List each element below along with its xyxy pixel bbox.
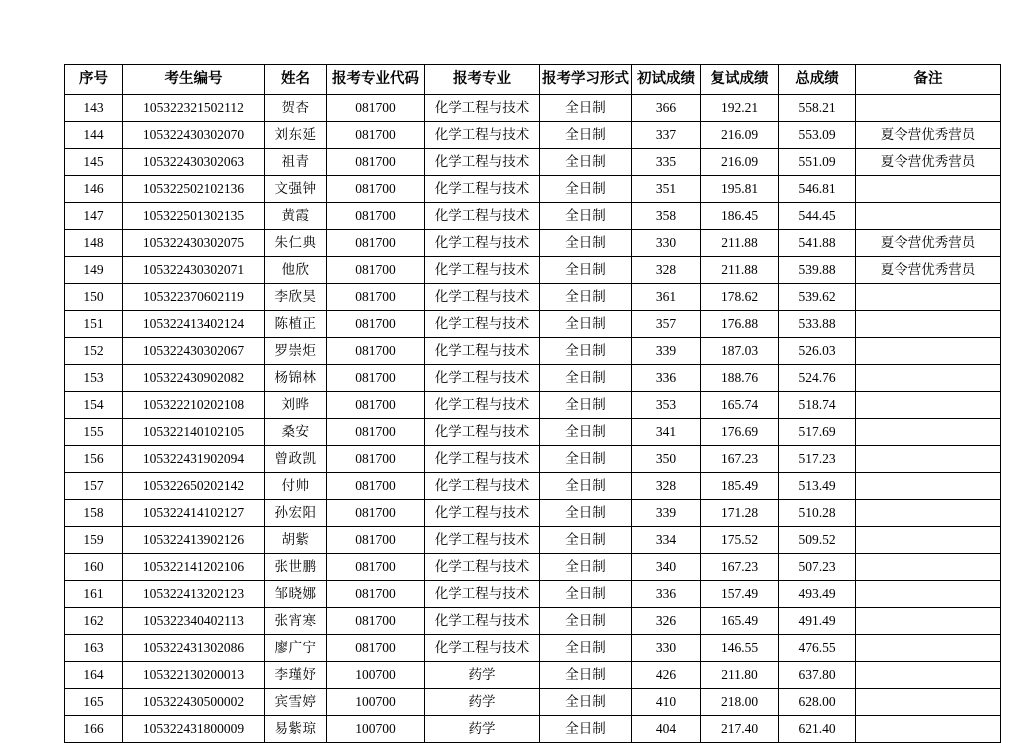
cell-index: 160	[65, 554, 123, 581]
cell-study-mode: 全日制	[540, 716, 632, 743]
cell-remark	[856, 581, 1001, 608]
cell-second-exam-score: 216.09	[701, 122, 779, 149]
column-header-major-code: 报考专业代码	[327, 65, 425, 95]
cell-first-exam-score: 326	[632, 608, 701, 635]
cell-major-code: 081700	[327, 311, 425, 338]
cell-major-code: 081700	[327, 338, 425, 365]
cell-major: 化学工程与技术	[425, 419, 540, 446]
cell-major-code: 081700	[327, 419, 425, 446]
cell-candidate-number: 105322130200013	[123, 662, 265, 689]
column-header-candidate-number: 考生编号	[123, 65, 265, 95]
cell-major: 药学	[425, 689, 540, 716]
cell-name: 罗崇炬	[265, 338, 327, 365]
cell-name: 贺杏	[265, 95, 327, 122]
cell-index: 161	[65, 581, 123, 608]
cell-index: 151	[65, 311, 123, 338]
cell-name: 邹晓娜	[265, 581, 327, 608]
table-row	[65, 446, 1001, 473]
cell-first-exam-score: 335	[632, 149, 701, 176]
cell-second-exam-score: 185.49	[701, 473, 779, 500]
table-row	[65, 122, 1001, 149]
cell-total-score: 513.49	[779, 473, 856, 500]
cell-name: 祖青	[265, 149, 327, 176]
table-header-row	[65, 65, 1001, 95]
cell-remark	[856, 608, 1001, 635]
cell-candidate-number: 105322430500002	[123, 689, 265, 716]
cell-major: 化学工程与技术	[425, 392, 540, 419]
cell-index: 154	[65, 392, 123, 419]
cell-second-exam-score: 167.23	[701, 446, 779, 473]
cell-remark	[856, 716, 1001, 743]
cell-candidate-number: 105322430302067	[123, 338, 265, 365]
cell-first-exam-score: 357	[632, 311, 701, 338]
cell-candidate-number: 105322430302063	[123, 149, 265, 176]
cell-index: 162	[65, 608, 123, 635]
cell-name: 胡紫	[265, 527, 327, 554]
cell-major: 化学工程与技术	[425, 581, 540, 608]
cell-study-mode: 全日制	[540, 419, 632, 446]
cell-major: 化学工程与技术	[425, 635, 540, 662]
cell-remark	[856, 500, 1001, 527]
cell-name: 易紫琼	[265, 716, 327, 743]
cell-remark	[856, 284, 1001, 311]
cell-major: 化学工程与技术	[425, 446, 540, 473]
cell-study-mode: 全日制	[540, 95, 632, 122]
table-row	[65, 716, 1001, 743]
table-row	[65, 365, 1001, 392]
table-row	[65, 419, 1001, 446]
cell-major: 化学工程与技术	[425, 608, 540, 635]
cell-major: 化学工程与技术	[425, 95, 540, 122]
cell-second-exam-score: 218.00	[701, 689, 779, 716]
cell-name: 曾政凯	[265, 446, 327, 473]
cell-candidate-number: 105322650202142	[123, 473, 265, 500]
cell-total-score: 558.21	[779, 95, 856, 122]
cell-candidate-number: 105322431800009	[123, 716, 265, 743]
cell-first-exam-score: 336	[632, 365, 701, 392]
cell-study-mode: 全日制	[540, 446, 632, 473]
column-header-study-mode: 报考学习形式	[540, 65, 632, 95]
cell-index: 148	[65, 230, 123, 257]
cell-index: 143	[65, 95, 123, 122]
cell-remark	[856, 419, 1001, 446]
cell-study-mode: 全日制	[540, 149, 632, 176]
cell-major: 药学	[425, 662, 540, 689]
cell-study-mode: 全日制	[540, 608, 632, 635]
cell-candidate-number: 105322413402124	[123, 311, 265, 338]
admission-score-table	[64, 64, 1001, 743]
table-row	[65, 554, 1001, 581]
cell-name: 张世鹏	[265, 554, 327, 581]
cell-second-exam-score: 175.52	[701, 527, 779, 554]
cell-index: 164	[65, 662, 123, 689]
cell-remark	[856, 176, 1001, 203]
table-row	[65, 203, 1001, 230]
cell-index: 158	[65, 500, 123, 527]
cell-study-mode: 全日制	[540, 176, 632, 203]
cell-total-score: 518.74	[779, 392, 856, 419]
cell-total-score: 526.03	[779, 338, 856, 365]
cell-major-code: 081700	[327, 203, 425, 230]
cell-study-mode: 全日制	[540, 338, 632, 365]
cell-major-code: 081700	[327, 635, 425, 662]
column-header-second-exam-score: 复试成绩	[701, 65, 779, 95]
cell-total-score: 546.81	[779, 176, 856, 203]
cell-remark	[856, 392, 1001, 419]
column-header-name: 姓名	[265, 65, 327, 95]
cell-index: 157	[65, 473, 123, 500]
cell-second-exam-score: 157.49	[701, 581, 779, 608]
cell-first-exam-score: 330	[632, 230, 701, 257]
cell-second-exam-score: 216.09	[701, 149, 779, 176]
table-row	[65, 311, 1001, 338]
cell-name: 陈植正	[265, 311, 327, 338]
cell-remark	[856, 446, 1001, 473]
cell-first-exam-score: 353	[632, 392, 701, 419]
cell-second-exam-score: 176.69	[701, 419, 779, 446]
cell-second-exam-score: 165.74	[701, 392, 779, 419]
cell-total-score: 507.23	[779, 554, 856, 581]
cell-study-mode: 全日制	[540, 500, 632, 527]
cell-first-exam-score: 361	[632, 284, 701, 311]
table-row	[65, 338, 1001, 365]
cell-first-exam-score: 404	[632, 716, 701, 743]
cell-second-exam-score: 165.49	[701, 608, 779, 635]
cell-study-mode: 全日制	[540, 689, 632, 716]
cell-candidate-number: 105322340402113	[123, 608, 265, 635]
cell-major-code: 081700	[327, 554, 425, 581]
table-row	[65, 284, 1001, 311]
table-row	[65, 176, 1001, 203]
cell-study-mode: 全日制	[540, 311, 632, 338]
cell-major: 化学工程与技术	[425, 554, 540, 581]
cell-total-score: 541.88	[779, 230, 856, 257]
cell-major: 化学工程与技术	[425, 338, 540, 365]
column-header-total-score: 总成绩	[779, 65, 856, 95]
cell-first-exam-score: 330	[632, 635, 701, 662]
cell-candidate-number: 105322431302086	[123, 635, 265, 662]
table-row	[65, 689, 1001, 716]
cell-candidate-number: 105322321502112	[123, 95, 265, 122]
cell-first-exam-score: 328	[632, 257, 701, 284]
cell-major-code: 081700	[327, 581, 425, 608]
cell-name: 宾雪婷	[265, 689, 327, 716]
column-header-major: 报考专业	[425, 65, 540, 95]
cell-name: 杨锦林	[265, 365, 327, 392]
cell-remark	[856, 95, 1001, 122]
cell-total-score: 510.28	[779, 500, 856, 527]
cell-index: 144	[65, 122, 123, 149]
cell-remark: 夏令营优秀营员	[856, 230, 1001, 257]
cell-study-mode: 全日制	[540, 203, 632, 230]
cell-remark	[856, 473, 1001, 500]
cell-major-code: 081700	[327, 230, 425, 257]
cell-total-score: 517.69	[779, 419, 856, 446]
cell-candidate-number: 105322430302070	[123, 122, 265, 149]
cell-candidate-number: 105322430302071	[123, 257, 265, 284]
cell-index: 159	[65, 527, 123, 554]
cell-remark	[856, 365, 1001, 392]
cell-second-exam-score: 211.80	[701, 662, 779, 689]
cell-second-exam-score: 188.76	[701, 365, 779, 392]
cell-total-score: 539.88	[779, 257, 856, 284]
table-row	[65, 500, 1001, 527]
cell-first-exam-score: 351	[632, 176, 701, 203]
cell-candidate-number: 105322502102136	[123, 176, 265, 203]
cell-name: 李瑾妤	[265, 662, 327, 689]
cell-name: 李欣昊	[265, 284, 327, 311]
cell-total-score: 509.52	[779, 527, 856, 554]
cell-major-code: 081700	[327, 176, 425, 203]
cell-remark: 夏令营优秀营员	[856, 122, 1001, 149]
cell-major-code: 081700	[327, 473, 425, 500]
cell-candidate-number: 105322501302135	[123, 203, 265, 230]
table-body	[65, 95, 1001, 743]
cell-second-exam-score: 186.45	[701, 203, 779, 230]
cell-second-exam-score: 192.21	[701, 95, 779, 122]
cell-first-exam-score: 366	[632, 95, 701, 122]
cell-total-score: 544.45	[779, 203, 856, 230]
cell-total-score: 621.40	[779, 716, 856, 743]
cell-index: 147	[65, 203, 123, 230]
cell-first-exam-score: 426	[632, 662, 701, 689]
cell-name: 桑安	[265, 419, 327, 446]
cell-first-exam-score: 341	[632, 419, 701, 446]
cell-index: 153	[65, 365, 123, 392]
cell-name: 黄霞	[265, 203, 327, 230]
cell-first-exam-score: 336	[632, 581, 701, 608]
cell-candidate-number: 105322413202123	[123, 581, 265, 608]
table-row	[65, 608, 1001, 635]
cell-candidate-number: 105322430902082	[123, 365, 265, 392]
cell-first-exam-score: 339	[632, 338, 701, 365]
cell-total-score: 491.49	[779, 608, 856, 635]
cell-name: 廖广宁	[265, 635, 327, 662]
cell-remark	[856, 311, 1001, 338]
cell-remark	[856, 527, 1001, 554]
cell-second-exam-score: 211.88	[701, 257, 779, 284]
cell-study-mode: 全日制	[540, 635, 632, 662]
cell-major-code: 081700	[327, 365, 425, 392]
cell-major-code: 081700	[327, 149, 425, 176]
cell-remark	[856, 689, 1001, 716]
cell-first-exam-score: 410	[632, 689, 701, 716]
cell-index: 149	[65, 257, 123, 284]
cell-index: 165	[65, 689, 123, 716]
cell-remark	[856, 554, 1001, 581]
cell-second-exam-score: 211.88	[701, 230, 779, 257]
cell-candidate-number: 105322413902126	[123, 527, 265, 554]
cell-index: 152	[65, 338, 123, 365]
cell-study-mode: 全日制	[540, 473, 632, 500]
cell-major-code: 081700	[327, 500, 425, 527]
cell-remark: 夏令营优秀营员	[856, 149, 1001, 176]
cell-total-score: 476.55	[779, 635, 856, 662]
cell-candidate-number: 105322210202108	[123, 392, 265, 419]
cell-total-score: 551.09	[779, 149, 856, 176]
cell-candidate-number: 105322140102105	[123, 419, 265, 446]
cell-major-code: 100700	[327, 716, 425, 743]
cell-major-code: 081700	[327, 284, 425, 311]
cell-name: 付帅	[265, 473, 327, 500]
cell-total-score: 637.80	[779, 662, 856, 689]
cell-major: 化学工程与技术	[425, 176, 540, 203]
cell-first-exam-score: 358	[632, 203, 701, 230]
cell-total-score: 539.62	[779, 284, 856, 311]
cell-study-mode: 全日制	[540, 392, 632, 419]
cell-name: 刘东延	[265, 122, 327, 149]
cell-remark	[856, 203, 1001, 230]
cell-remark: 夏令营优秀营员	[856, 257, 1001, 284]
cell-major: 化学工程与技术	[425, 203, 540, 230]
cell-major: 化学工程与技术	[425, 230, 540, 257]
cell-first-exam-score: 350	[632, 446, 701, 473]
cell-second-exam-score: 171.28	[701, 500, 779, 527]
cell-candidate-number: 105322370602119	[123, 284, 265, 311]
table-row	[65, 149, 1001, 176]
cell-name: 文强钟	[265, 176, 327, 203]
cell-major: 化学工程与技术	[425, 311, 540, 338]
cell-study-mode: 全日制	[540, 662, 632, 689]
cell-candidate-number: 105322431902094	[123, 446, 265, 473]
cell-major-code: 081700	[327, 122, 425, 149]
cell-candidate-number: 105322141202106	[123, 554, 265, 581]
cell-major-code: 081700	[327, 95, 425, 122]
table-row	[65, 662, 1001, 689]
cell-major: 化学工程与技术	[425, 500, 540, 527]
cell-name: 孙宏阳	[265, 500, 327, 527]
cell-index: 145	[65, 149, 123, 176]
table-row	[65, 230, 1001, 257]
column-header-remark: 备注	[856, 65, 1001, 95]
column-header-first-exam-score: 初试成绩	[632, 65, 701, 95]
cell-remark	[856, 338, 1001, 365]
cell-index: 155	[65, 419, 123, 446]
cell-remark	[856, 635, 1001, 662]
cell-name: 朱仁典	[265, 230, 327, 257]
cell-remark	[856, 662, 1001, 689]
cell-first-exam-score: 334	[632, 527, 701, 554]
cell-major: 化学工程与技术	[425, 122, 540, 149]
cell-major-code: 100700	[327, 689, 425, 716]
cell-major-code: 081700	[327, 257, 425, 284]
cell-index: 156	[65, 446, 123, 473]
cell-first-exam-score: 328	[632, 473, 701, 500]
cell-first-exam-score: 337	[632, 122, 701, 149]
cell-major-code: 081700	[327, 608, 425, 635]
cell-major-code: 081700	[327, 527, 425, 554]
cell-total-score: 517.23	[779, 446, 856, 473]
cell-study-mode: 全日制	[540, 122, 632, 149]
table-header	[65, 65, 1001, 95]
cell-total-score: 493.49	[779, 581, 856, 608]
cell-study-mode: 全日制	[540, 365, 632, 392]
cell-major: 化学工程与技术	[425, 257, 540, 284]
cell-total-score: 533.88	[779, 311, 856, 338]
cell-index: 150	[65, 284, 123, 311]
cell-second-exam-score: 217.40	[701, 716, 779, 743]
cell-major-code: 081700	[327, 446, 425, 473]
cell-second-exam-score: 167.23	[701, 554, 779, 581]
cell-study-mode: 全日制	[540, 581, 632, 608]
cell-study-mode: 全日制	[540, 257, 632, 284]
cell-total-score: 524.76	[779, 365, 856, 392]
cell-name: 张宵寒	[265, 608, 327, 635]
cell-major: 化学工程与技术	[425, 527, 540, 554]
cell-major-code: 100700	[327, 662, 425, 689]
cell-candidate-number: 105322430302075	[123, 230, 265, 257]
cell-major-code: 081700	[327, 392, 425, 419]
cell-total-score: 628.00	[779, 689, 856, 716]
table-row	[65, 392, 1001, 419]
cell-index: 146	[65, 176, 123, 203]
cell-first-exam-score: 340	[632, 554, 701, 581]
cell-second-exam-score: 176.88	[701, 311, 779, 338]
cell-first-exam-score: 339	[632, 500, 701, 527]
cell-index: 166	[65, 716, 123, 743]
cell-second-exam-score: 146.55	[701, 635, 779, 662]
table-row	[65, 257, 1001, 284]
cell-name: 刘晔	[265, 392, 327, 419]
cell-name: 他欣	[265, 257, 327, 284]
table-row	[65, 581, 1001, 608]
cell-major: 药学	[425, 716, 540, 743]
table-row	[65, 635, 1001, 662]
cell-study-mode: 全日制	[540, 527, 632, 554]
cell-study-mode: 全日制	[540, 554, 632, 581]
cell-second-exam-score: 195.81	[701, 176, 779, 203]
table-row	[65, 527, 1001, 554]
table-row	[65, 473, 1001, 500]
cell-second-exam-score: 187.03	[701, 338, 779, 365]
column-header-index: 序号	[65, 65, 123, 95]
cell-major: 化学工程与技术	[425, 473, 540, 500]
cell-total-score: 553.09	[779, 122, 856, 149]
cell-major: 化学工程与技术	[425, 149, 540, 176]
cell-major: 化学工程与技术	[425, 365, 540, 392]
cell-index: 163	[65, 635, 123, 662]
score-table-container	[64, 64, 976, 743]
cell-study-mode: 全日制	[540, 230, 632, 257]
cell-second-exam-score: 178.62	[701, 284, 779, 311]
cell-candidate-number: 105322414102127	[123, 500, 265, 527]
cell-major: 化学工程与技术	[425, 284, 540, 311]
table-row	[65, 95, 1001, 122]
cell-study-mode: 全日制	[540, 284, 632, 311]
